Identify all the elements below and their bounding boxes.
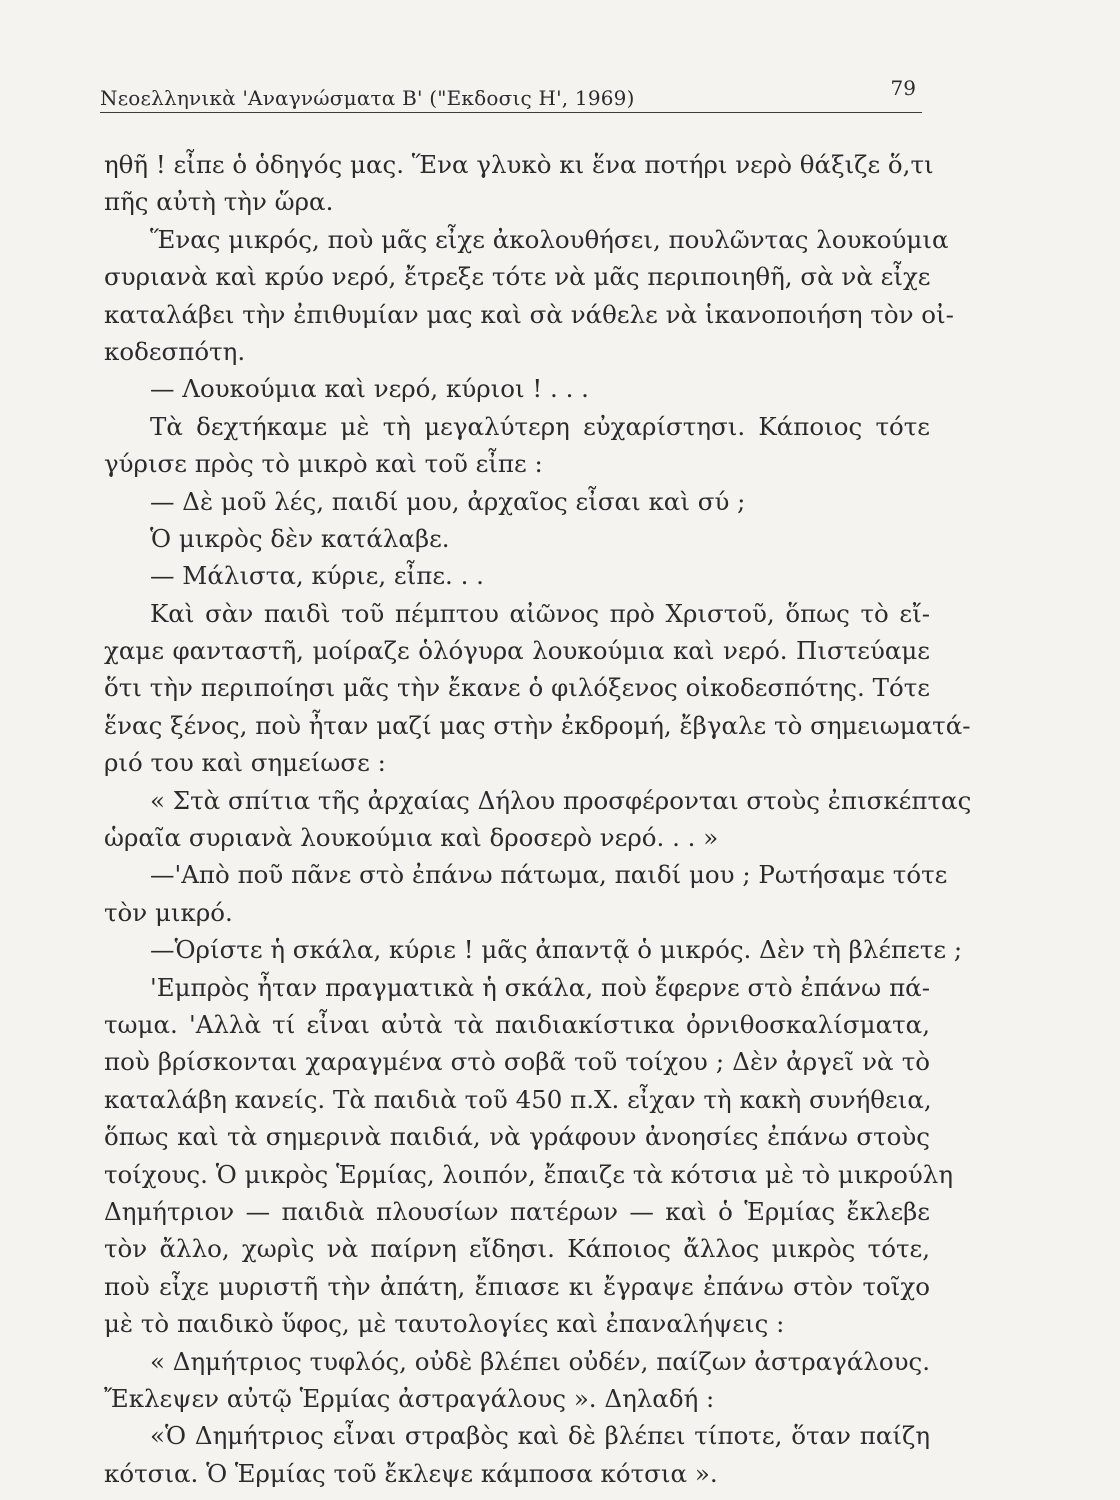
text-line: ὡραῖα συριανὰ λουκούμια καὶ δροσερὸ νερό. . . » (104, 823, 719, 853)
text-line: ποὺ βρίσκονται χαραγμένα στὸ σοβᾶ τοῦ τοίχου ; Δὲν ἀργεῖ νὰ τὸ (104, 1047, 930, 1077)
text-line: — Λουκούμια καὶ νερό, κύριοι ! . . . (150, 374, 589, 404)
text-line: «Ὁ Δημήτριος εἶναι στραβὸς καὶ δὲ βλέπει τίποτε, ὅταν παίζη (150, 1421, 930, 1451)
text-line: Τὰ δεχτήκαμε μὲ τὴ μεγαλύτερη εὐχαρίστησι. Κάποιος τότε (150, 411, 930, 441)
text-line: —Ὁρίστε ἡ σκάλα, κύριε ! μᾶς ἀπαντᾷ ὁ μικρός. Δὲν τὴ βλέπετε ; (150, 935, 963, 965)
text-line: Ὁ μικρὸς δὲν κατάλαβε. (150, 523, 450, 553)
text-line: τωμα. 'Αλλὰ τί εἶναι αὐτὰ τὰ παιδιακίστικα ὀρνιθοσκαλίσματα, (104, 1009, 930, 1039)
text-line: 'Εμπρὸς ἦταν πραγματικὰ ἡ σκάλα, ποὺ ἔφερνε στὸ ἐπάνω πά- (150, 972, 930, 1002)
text-line: τὸν μικρό. (104, 897, 233, 927)
text-line: πῆς αὐτὴ τὴν ὥρα. (104, 187, 334, 217)
text-line: καταλάβη κανείς. Τὰ παιδιὰ τοῦ 450 π.Χ. εἶχαν τὴ κακὴ συνήθεια, (104, 1084, 932, 1114)
body-text (104, 146, 972, 1492)
text-line: Ἕνας μικρός, ποὺ μᾶς εἶχε ἀκολουθήσει, πουλῶντας λουκούμια (150, 224, 949, 254)
text-line: ὅπως καὶ τὰ σημερινὰ παιδιά, νὰ γράφουν ἀνοησίες ἐπάνω στοὺς (104, 1122, 930, 1152)
text-line: — Δὲ μοῦ λές, παιδί μου, ἀρχαῖος εἶσαι καὶ σύ ; (150, 486, 746, 516)
text-line: —'Απὸ ποῦ πᾶνε στὸ ἐπάνω πάτωμα, παιδί μου ; Ρωτήσαμε τότε (150, 860, 948, 890)
page-number: 79 (890, 76, 916, 100)
running-head: Νεοελληνικὰ 'Αναγνώσματα Β' ("Εκδοσις Η', 1969) (100, 86, 635, 110)
text-line: τὸν ἄλλο, χωρὶς νὰ παίρνη εἴδησι. Κάποιος ἄλλος μικρὸς τότε, (104, 1234, 930, 1264)
text-line: κοδεσπότη. (104, 336, 246, 366)
text-line: τοίχους. Ὁ μικρὸς Ἑρμίας, λοιπόν, ἔπαιζε τὰ κότσια μὲ τὸ μικρούλη (104, 1159, 954, 1189)
text-line: μὲ τὸ παιδικὸ ὕφος, μὲ ταυτολογίες καὶ ἐπαναλήψεις : (104, 1309, 785, 1339)
page-header (100, 76, 922, 113)
text-line: κότσια. Ὁ Ἑρμίας τοῦ ἔκλεψε κάμποσα κότσια ». (104, 1458, 718, 1488)
text-line: καταλάβει τὴν ἐπιθυμίαν μας καὶ σὰ νάθελε νὰ ἱκανοποιήση τὸν οἰ- (104, 299, 954, 329)
text-line: ποὺ εἶχε μυριστῆ τὴν ἀπάτη, ἔπιασε κι ἔγραψε ἐπάνω στὸν τοῖχο (104, 1271, 930, 1301)
text-line: ἕνας ξένος, ποὺ ἦταν μαζί μας στὴν ἐκδρομή, ἔβγαλε τὸ σημειωματά- (104, 710, 971, 740)
text-line: γύρισε πρὸς τὸ μικρὸ καὶ τοῦ εἶπε : (104, 449, 543, 479)
text-line: ηθῆ ! εἶπε ὁ ὁδηγός μας. Ἕνα γλυκὸ κι ἕνα ποτήρι νερὸ θάξιζε ὅ,τι (104, 150, 934, 179)
text-line: — Μάλιστα, κύριε, εἶπε. . . (150, 561, 484, 591)
text-line: Καὶ σὰν παιδὶ τοῦ πέμπτου αἰῶνος πρὸ Χριστοῦ, ὅπως τὸ εἴ- (150, 598, 930, 628)
text-line: Δημήτριον — παιδιὰ πλουσίων πατέρων — καὶ ὁ Ἑρμίας ἔκλεβε (104, 1196, 930, 1226)
text-line: χαμε φανταστῆ, μοίραζε ὁλόγυρα λουκούμια καὶ νερό. Πιστεύαμε (104, 636, 930, 666)
text-line: συριανὰ καὶ κρύο νερό, ἔτρεξε τότε νὰ μᾶς περιποιηθῆ, σὰ νὰ εἶχε (104, 262, 931, 292)
text-line: « Στὰ σπίτια τῆς ἀρχαίας Δήλου προσφέρονται στοὺς ἐπισκέπτας (150, 785, 972, 815)
text-line: Ἔκλεψεν αὐτῷ Ἑρμίας ἀστραγάλους ». Δηλαδή : (104, 1383, 715, 1413)
text-line: ὅτι τὴν περιποίησι μᾶς τὴν ἔκανε ὁ φιλόξενος οἰκοδεσπότης. Τότε (104, 673, 930, 703)
text-line: « Δημήτριος τυφλός, οὐδὲ βλέπει οὐδέν, παίζων ἀστραγάλους. (150, 1346, 931, 1376)
text-line: ριό του καὶ σημείωσε : (104, 748, 386, 778)
